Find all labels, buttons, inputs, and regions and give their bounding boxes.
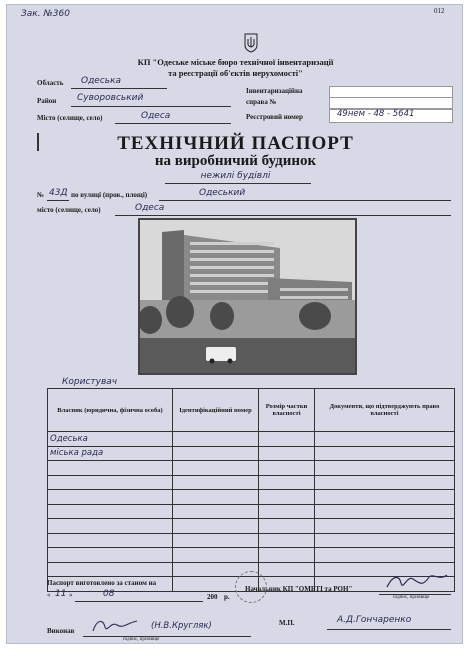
mp-label: М.П. xyxy=(279,619,295,627)
user-handwritten-note: Користувач xyxy=(62,377,118,387)
inventory-number-field-2 xyxy=(329,97,453,109)
table-row xyxy=(48,504,455,519)
table-row xyxy=(48,446,455,461)
street-label: по вулиці (пров., площі) xyxy=(71,191,148,199)
rayon-value: Суворовський xyxy=(77,93,144,103)
owner-cell-1: Одеська xyxy=(48,432,173,447)
date-month: 08 xyxy=(103,589,115,599)
technical-passport-page xyxy=(6,4,463,644)
year-prefix: 200 xyxy=(207,593,218,601)
header-share-size: Розмір частки власності xyxy=(259,389,315,432)
executor-caption: підпис, прізвище xyxy=(123,637,160,642)
owner-cell-2: міська рада xyxy=(48,446,173,461)
executor-name-handwritten: (Н.В.Кругляк) xyxy=(151,621,212,631)
rayon-label: Район xyxy=(37,97,57,105)
head-name-handwritten: А.Д.Гончаренко xyxy=(337,615,412,625)
page-corner-number: 012 xyxy=(434,7,445,15)
street-value: Одеський xyxy=(199,188,246,198)
order-number-handwritten: Зак. №360 xyxy=(21,9,70,19)
registry-number-label: Реєстровий номер xyxy=(246,113,303,121)
agency-line-2: та реєстрації об'єктів нерухомості" xyxy=(168,68,303,78)
executor-label: Виконав xyxy=(47,627,75,635)
table-header-row xyxy=(48,389,455,432)
table-row xyxy=(48,490,455,505)
city-label: місто (селище, село) xyxy=(37,206,101,214)
oblast-label: Область xyxy=(37,79,64,87)
head-signature xyxy=(385,571,449,598)
city-value: Одеса xyxy=(135,203,165,213)
header-id-number: Ідентифікаційний номер xyxy=(173,389,259,432)
table-row xyxy=(48,519,455,534)
document-title: ТЕХНІЧНИЙ ПАСПОРТ xyxy=(117,133,354,154)
date-open-quote: « xyxy=(47,591,51,599)
inventory-label-2: справа № xyxy=(246,98,277,106)
misto-value: Одеса xyxy=(141,111,171,121)
registry-number-value: 49нем - 48 - 5641 xyxy=(337,109,415,119)
table-row xyxy=(48,533,455,548)
oblast-value: Одеська xyxy=(81,76,122,86)
ownership-table xyxy=(47,388,455,592)
official-stamp xyxy=(235,571,267,603)
head-caption: підпис, прізвище xyxy=(393,595,430,600)
table-row xyxy=(48,461,455,476)
address-number-value: 43Д xyxy=(49,188,68,198)
header-documents: Документи, що підтверджують право власності xyxy=(315,389,455,432)
year-suffix: р. xyxy=(224,593,230,601)
document-subtitle: на виробничий будинок xyxy=(154,153,317,169)
table-row xyxy=(48,432,455,447)
date-day: 11 xyxy=(55,589,67,599)
passport-made-label: Паспорт виготовлено за станом на xyxy=(47,579,157,587)
address-number-label: № xyxy=(37,191,45,199)
inventory-label-1: Інвентаризаційна xyxy=(246,87,303,95)
agency-line-1: КП "Одеське міське бюро технічної інвентаризації xyxy=(137,57,334,67)
date-close-quote: » xyxy=(69,591,73,599)
head-label: Начальник КП "ОМБТІ та РОН" xyxy=(245,585,353,593)
misto-label: Місто (селище, село) xyxy=(37,114,103,122)
building-photo xyxy=(138,218,357,375)
table-row xyxy=(48,475,455,490)
coat-of-arms-icon xyxy=(244,33,258,53)
table-row xyxy=(48,548,455,563)
building-type-handwritten: нежилі будівлі xyxy=(200,171,271,181)
header-owner: Власник (юридична, фізична особа) xyxy=(48,389,173,432)
